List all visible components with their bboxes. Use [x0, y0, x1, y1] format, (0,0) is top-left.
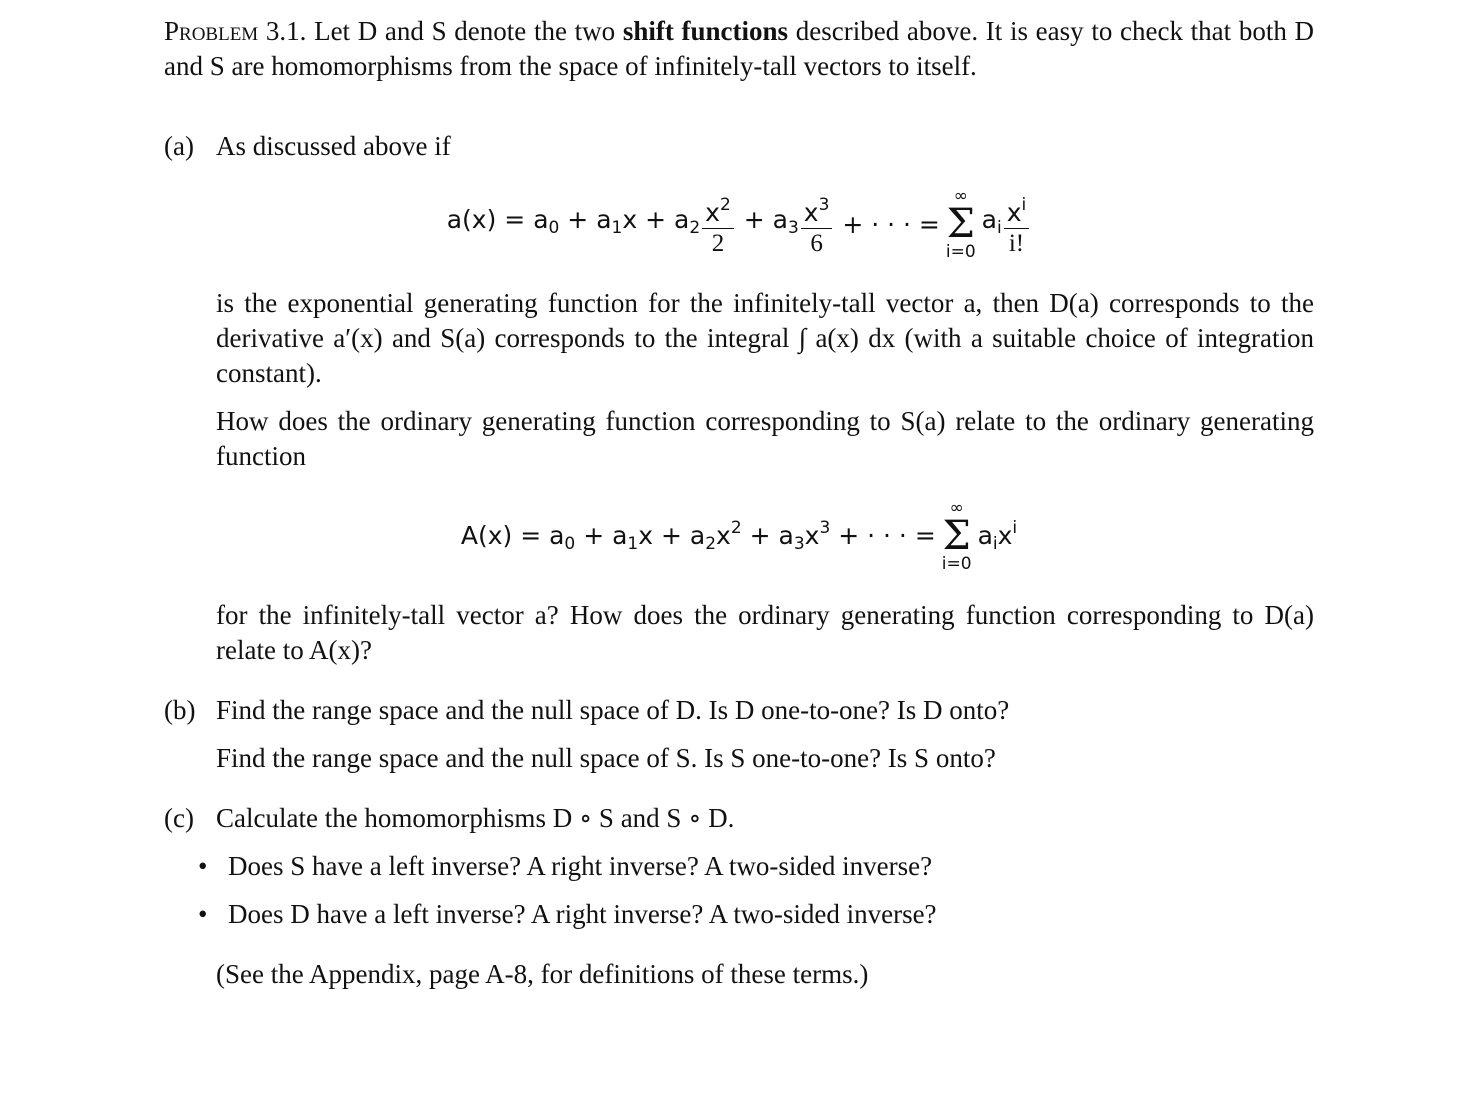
list-item: • Does S have a left inverse? A right inverse? A two-sided inverse?: [164, 849, 1314, 884]
part-a-label: (a): [164, 131, 194, 161]
bold-term: shift functions: [622, 16, 789, 46]
part-c: [164, 801, 1314, 836]
problem-intro: [164, 14, 1314, 84]
appendix-note: (See the Appendix, page A-8, for definitions of these terms.): [216, 959, 869, 989]
part-b-line2: Find the range space and the null space of S. Is S one-to-one? Is S onto?: [216, 743, 996, 773]
problem-intro-b: described above. It is easy to check that both D and S are homomorphisms from the space of infinitely-tall vectors to itself.: [164, 16, 1315, 81]
part-a: [164, 129, 1314, 668]
egf-equation: $a(x) = a_0 + a_1x + a_2$ $\frac{x^2}{2}$ + $a_3$ $\frac{x^3}{6}$ + · · · = ∞ Σ i=0 $a_i$ $\frac{x^i}{i!}$: [164, 176, 1314, 272]
inverse-questions: [164, 849, 1314, 932]
egf-description: is the exponential generating function for the infinitely-tall vector a, then D(a) corresponds to the derivative a′(x) and S(a) corresponds to the integral ∫ a(x) dx (with a suitable choice of integration constant).: [216, 288, 1314, 388]
ogf-equation: $A(x) = a_0 + a_1x + a_2x^2 + a_3x^3$ + · · · = ∞ Σ i=0 $a_ix^i$: [460, 498, 1018, 574]
problem-page: [164, 14, 1314, 992]
problem-number: 3.1.: [265, 16, 307, 46]
part-b-label: (b): [164, 695, 196, 725]
sum-symbol: ∞ Σ i=0: [945, 186, 976, 262]
part-b-line1: Find the range space and the null space of D. Is D one-to-one? Is D onto?: [216, 695, 1010, 725]
ogf-followup: for the infinitely-tall vector a? How does the ordinary generating function corresponding to D(a) relate to A(x)?: [216, 600, 1314, 665]
problem-label: Problem: [164, 16, 259, 46]
list-item: • Does D have a left inverse? A right inverse? A two-sided inverse?: [164, 897, 1314, 932]
problem-intro-a: Let D and S denote the two: [314, 16, 616, 46]
part-c-line1: Calculate the homomorphisms D ∘ S and S ∘ D.: [216, 803, 735, 833]
part-c-label: (c): [164, 803, 194, 833]
sum-symbol: ∞ Σ i=0: [941, 498, 972, 574]
ogf-question: How does the ordinary generating function corresponding to S(a) relate to the ordinary generating function: [216, 406, 1314, 471]
part-b: [164, 693, 1314, 776]
part-a-lead: As discussed above if: [216, 131, 451, 161]
